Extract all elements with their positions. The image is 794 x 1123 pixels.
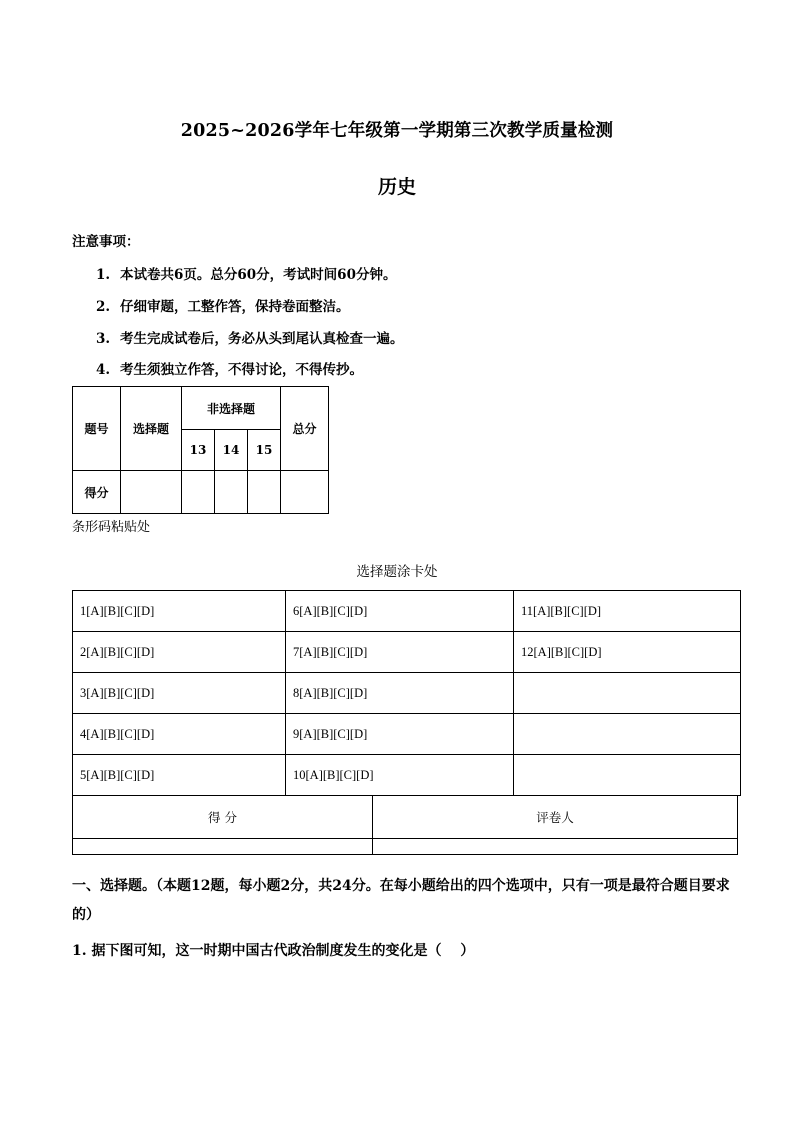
notice-item-number: 2. bbox=[96, 299, 111, 315]
notice-item-3 bbox=[96, 327, 404, 347]
score-table-q15: 15 bbox=[248, 430, 281, 471]
score-cell-choice[interactable] bbox=[121, 471, 182, 514]
grader-name-cell[interactable] bbox=[373, 839, 738, 855]
exam-title: 2025~2026学年七年级第一学期第三次教学质量检测 bbox=[180, 121, 614, 141]
answer-cell[interactable]: 11[A][B][C][D] bbox=[514, 591, 741, 632]
score-cell-q15[interactable] bbox=[248, 471, 281, 514]
answer-cell-empty bbox=[514, 673, 741, 714]
answer-cell[interactable]: 1[A][B][C][D] bbox=[73, 591, 286, 632]
barcode-label: 条形码粘贴处 bbox=[72, 520, 151, 535]
notice-item-number: 4. bbox=[96, 362, 111, 378]
question-1: 1. 据下图可知，这一时期中国古代政治制度发生的变化是（ ） bbox=[72, 943, 475, 959]
score-cell-q14[interactable] bbox=[215, 471, 248, 514]
notice-item-4 bbox=[96, 358, 363, 378]
score-table-q13: 13 bbox=[182, 430, 215, 471]
answer-sheet-title: 选择题涂卡处 bbox=[356, 564, 438, 580]
answer-cell[interactable]: 6[A][B][C][D] bbox=[286, 591, 514, 632]
answer-cell[interactable]: 7[A][B][C][D] bbox=[286, 632, 514, 673]
score-table-non-choice-label: 非选择题 bbox=[182, 387, 281, 430]
grader-table-grader-label: 评卷人 bbox=[373, 796, 738, 839]
answer-cell[interactable]: 10[A][B][C][D] bbox=[286, 755, 514, 796]
notice-item-2 bbox=[96, 295, 350, 315]
score-table-score-label: 得分 bbox=[73, 471, 121, 514]
answer-grid bbox=[72, 590, 741, 796]
answer-cell[interactable]: 2[A][B][C][D] bbox=[73, 632, 286, 673]
notice-heading: 注意事项： bbox=[72, 234, 140, 250]
score-table-q14: 14 bbox=[215, 430, 248, 471]
answer-cell[interactable]: 5[A][B][C][D] bbox=[73, 755, 286, 796]
score-table-choice-label: 选择题 bbox=[121, 387, 182, 471]
score-table bbox=[72, 386, 329, 514]
answer-cell[interactable]: 9[A][B][C][D] bbox=[286, 714, 514, 755]
answer-cell[interactable]: 3[A][B][C][D] bbox=[73, 673, 286, 714]
answer-cell-empty bbox=[514, 755, 741, 796]
section-heading: 一、选择题。（本题12题，每小题2分，共24分。在每小题给出的四个选项中，只有一项是最符合题目要求的） bbox=[72, 878, 730, 923]
grader-table-score-label: 得 分 bbox=[73, 796, 373, 839]
subject-title: 历史 bbox=[377, 176, 416, 198]
score-table-question-label: 题号 bbox=[73, 387, 121, 471]
score-cell-q13[interactable] bbox=[182, 471, 215, 514]
grader-score-cell[interactable] bbox=[73, 839, 373, 855]
notice-item-number: 3. bbox=[96, 331, 111, 347]
notice-item-text: 仔细审题，工整作答，保持卷面整洁。 bbox=[120, 299, 350, 315]
score-table-total-label: 总分 bbox=[281, 387, 329, 471]
answer-cell[interactable]: 12[A][B][C][D] bbox=[514, 632, 741, 673]
notice-item-text: 考生完成试卷后，务必从头到尾认真检查一遍。 bbox=[120, 331, 404, 347]
answer-cell[interactable]: 4[A][B][C][D] bbox=[73, 714, 286, 755]
notice-item-1 bbox=[96, 263, 396, 283]
answer-cell[interactable]: 8[A][B][C][D] bbox=[286, 673, 514, 714]
score-cell-total[interactable] bbox=[281, 471, 329, 514]
notice-item-text: 本试卷共6页。总分60分，考试时间60分钟。 bbox=[120, 267, 397, 283]
answer-cell-empty bbox=[514, 714, 741, 755]
notice-item-number: 1. bbox=[96, 267, 111, 283]
grader-table bbox=[72, 795, 738, 855]
notice-item-text: 考生须独立作答，不得讨论，不得传抄。 bbox=[120, 362, 363, 378]
